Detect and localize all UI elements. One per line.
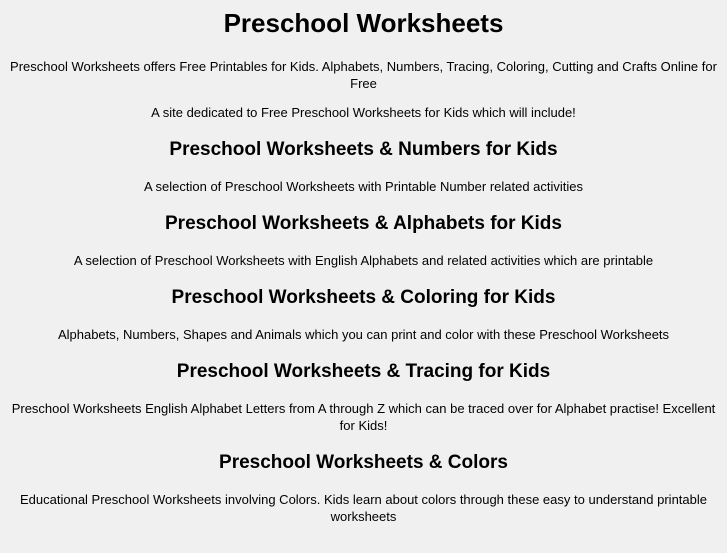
section-heading-tracing: Preschool Worksheets & Tracing for Kids bbox=[176, 360, 551, 382]
section-heading-numbers: Preschool Worksheets & Numbers for Kids bbox=[169, 138, 558, 160]
section-text-numbers: A selection of Preschool Worksheets with Printable Number related activities bbox=[143, 179, 584, 194]
section-heading-alphabets: Preschool Worksheets & Alphabets for Kids bbox=[165, 212, 562, 234]
section-heading-colors: Preschool Worksheets & Colors bbox=[219, 451, 508, 473]
site-note: A site dedicated to Free Preschool Worksheets for Kids which will include! bbox=[151, 105, 576, 120]
section-text-colors: Educational Preschool Worksheets involving Colors. Kids learn about colors through these easy to understand printable worksheets bbox=[20, 492, 707, 524]
section-heading-coloring: Preschool Worksheets & Coloring for Kids bbox=[171, 286, 556, 308]
page-title: Preschool Worksheets bbox=[223, 8, 504, 38]
section-text-coloring: Alphabets, Numbers, Shapes and Animals which you can print and color with these Preschool Worksheets bbox=[57, 327, 670, 342]
page-content bbox=[0, 8, 727, 525]
section-text-alphabets: A selection of Preschool Worksheets with English Alphabets and related activities which are printable bbox=[73, 253, 654, 268]
intro-text: Preschool Worksheets offers Free Printables for Kids. Alphabets, Numbers, Tracing, Coloring, Cutting and Crafts Online for Free bbox=[10, 59, 717, 91]
section-text-tracing: Preschool Worksheets English Alphabet Letters from A through Z which can be traced over for Alphabet practise! Excellent for Kids! bbox=[11, 401, 716, 433]
